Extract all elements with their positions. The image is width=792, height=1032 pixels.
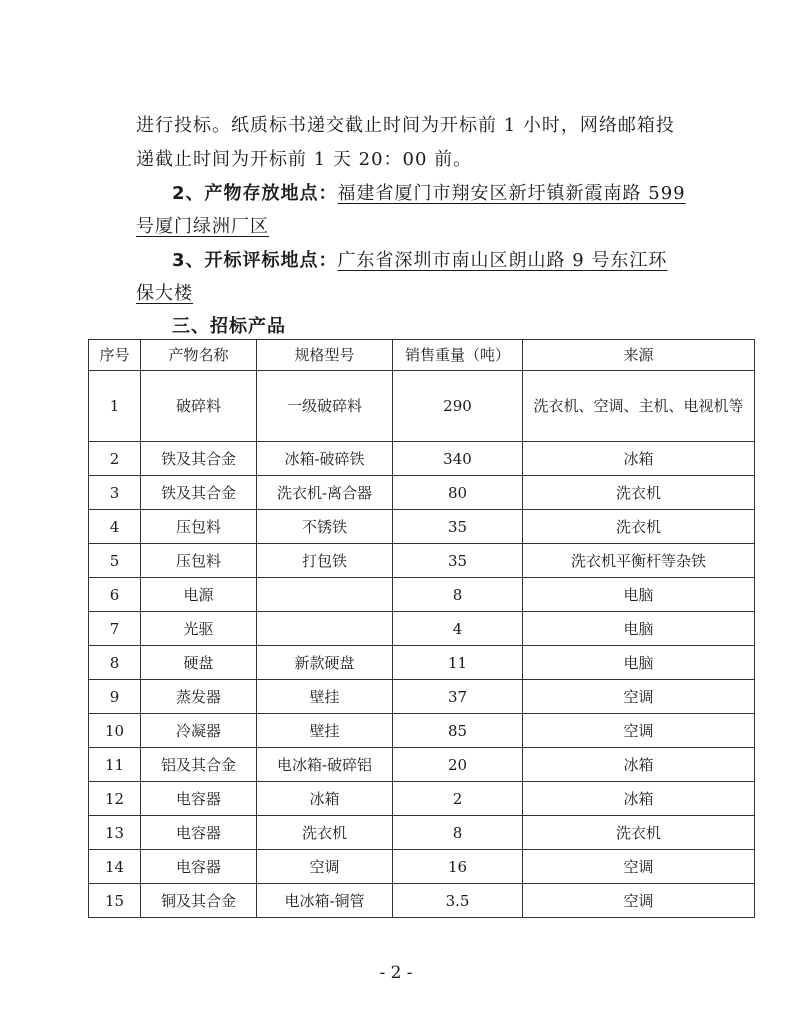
page-number: - 2 - [379, 963, 413, 983]
table-cell: 7 [89, 612, 141, 646]
table-row [89, 646, 755, 680]
paragraph-line-1: 进行投标。纸质标书递交截止时间为开标前 1 小时，网络邮箱投 [136, 115, 675, 136]
table-cell: 37 [393, 680, 523, 714]
table-row [89, 510, 755, 544]
table-row [89, 476, 755, 510]
table-cell: 硬盘 [141, 646, 257, 680]
table-row [89, 816, 755, 850]
table-cell: 打包铁 [257, 544, 393, 578]
header-cell: 序号 [89, 340, 141, 371]
table-row [89, 544, 755, 578]
table-cell: 340 [393, 442, 523, 476]
table-cell: 电容器 [141, 782, 257, 816]
table-cell: 电脑 [523, 612, 755, 646]
table-cell: 壁挂 [257, 714, 393, 748]
table-cell: 洗衣机、空调、主机、电视机等 [523, 371, 755, 442]
evaluation-label: 3、开标评标地点： [172, 250, 338, 271]
storage-address-1: 福建省厦门市翔安区新圩镇新霞南路 599 [337, 183, 686, 204]
table-row [89, 884, 755, 918]
table-cell: 15 [89, 884, 141, 918]
table-cell: 洗衣机平衡杆等杂铁 [523, 544, 755, 578]
header-cell: 销售重量（吨） [393, 340, 523, 371]
table-cell: 冰箱-破碎铁 [257, 442, 393, 476]
table-cell: 洗衣机-离合器 [257, 476, 393, 510]
header-cell: 产物名称 [141, 340, 257, 371]
table-row [89, 748, 755, 782]
table-row [89, 578, 755, 612]
table-cell: 光驱 [141, 612, 257, 646]
table-cell: 8 [393, 816, 523, 850]
table-cell: 空调 [257, 850, 393, 884]
table-cell: 1 [89, 371, 141, 442]
table-cell: 壁挂 [257, 680, 393, 714]
table-cell: 8 [89, 646, 141, 680]
table-cell: 破碎料 [141, 371, 257, 442]
table-cell: 压包料 [141, 544, 257, 578]
table-cell: 压包料 [141, 510, 257, 544]
table-cell: 16 [393, 850, 523, 884]
storage-label: 2、产物存放地点： [172, 183, 338, 204]
table-cell: 11 [89, 748, 141, 782]
table-cell: 4 [393, 612, 523, 646]
table-cell: 新款硬盘 [257, 646, 393, 680]
table-cell: 铜及其合金 [141, 884, 257, 918]
table-cell: 铁及其合金 [141, 476, 257, 510]
paragraph-line-2: 递截止时间为开标前 1 天 20：00 前。 [136, 149, 473, 170]
table-cell: 电容器 [141, 850, 257, 884]
table-cell: 85 [393, 714, 523, 748]
table-cell [257, 612, 393, 646]
table-cell: 空调 [523, 884, 755, 918]
table-cell: 20 [393, 748, 523, 782]
table-cell: 11 [393, 646, 523, 680]
table-cell: 洗衣机 [523, 816, 755, 850]
table-cell: 洗衣机 [523, 510, 755, 544]
table-cell: 铁及其合金 [141, 442, 257, 476]
table-row [89, 782, 755, 816]
table-cell: 空调 [523, 850, 755, 884]
table-cell [257, 578, 393, 612]
table-cell: 冰箱 [257, 782, 393, 816]
table-cell: 洗衣机 [523, 476, 755, 510]
evaluation-address-2: 保大楼 [136, 283, 193, 304]
table-cell: 12 [89, 782, 141, 816]
table-cell: 13 [89, 816, 141, 850]
table-cell: 8 [393, 578, 523, 612]
table-cell: 10 [89, 714, 141, 748]
table-cell: 洗衣机 [257, 816, 393, 850]
product-table [88, 339, 755, 918]
section-title: 三、招标产品 [172, 316, 286, 337]
header-cell: 来源 [523, 340, 755, 371]
table-cell: 6 [89, 578, 141, 612]
table-cell: 不锈铁 [257, 510, 393, 544]
table-cell: 80 [393, 476, 523, 510]
table-row [89, 714, 755, 748]
storage-location [172, 179, 686, 205]
table-cell: 290 [393, 371, 523, 442]
table-cell: 空调 [523, 680, 755, 714]
table-cell: 冰箱 [523, 748, 755, 782]
table-cell: 2 [393, 782, 523, 816]
table-header-row [89, 340, 755, 371]
table-cell: 14 [89, 850, 141, 884]
table-cell: 电脑 [523, 578, 755, 612]
table-cell: 9 [89, 680, 141, 714]
table-cell: 2 [89, 442, 141, 476]
storage-address-2: 号厦门绿洲厂区 [136, 216, 269, 237]
table-cell: 3.5 [393, 884, 523, 918]
table-cell: 电冰箱-破碎铝 [257, 748, 393, 782]
table-row [89, 680, 755, 714]
table-cell: 35 [393, 510, 523, 544]
table-cell: 电冰箱-铜管 [257, 884, 393, 918]
evaluation-address-1: 广东省深圳市南山区朗山路 9 号东江环 [337, 250, 668, 271]
table-cell: 铝及其合金 [141, 748, 257, 782]
table-cell: 冷凝器 [141, 714, 257, 748]
table-cell: 冰箱 [523, 782, 755, 816]
table-cell: 35 [393, 544, 523, 578]
table-cell: 冰箱 [523, 442, 755, 476]
table-cell: 蒸发器 [141, 680, 257, 714]
table-cell: 一级破碎料 [257, 371, 393, 442]
table-cell: 3 [89, 476, 141, 510]
table-row [89, 371, 755, 442]
table-cell: 电容器 [141, 816, 257, 850]
table-row [89, 442, 755, 476]
evaluation-location [172, 246, 667, 272]
table-cell: 4 [89, 510, 141, 544]
header-cell: 规格型号 [257, 340, 393, 371]
table-cell: 空调 [523, 714, 755, 748]
table-cell: 5 [89, 544, 141, 578]
table-row [89, 850, 755, 884]
table-row [89, 612, 755, 646]
table-cell: 电脑 [523, 646, 755, 680]
table-cell: 电源 [141, 578, 257, 612]
